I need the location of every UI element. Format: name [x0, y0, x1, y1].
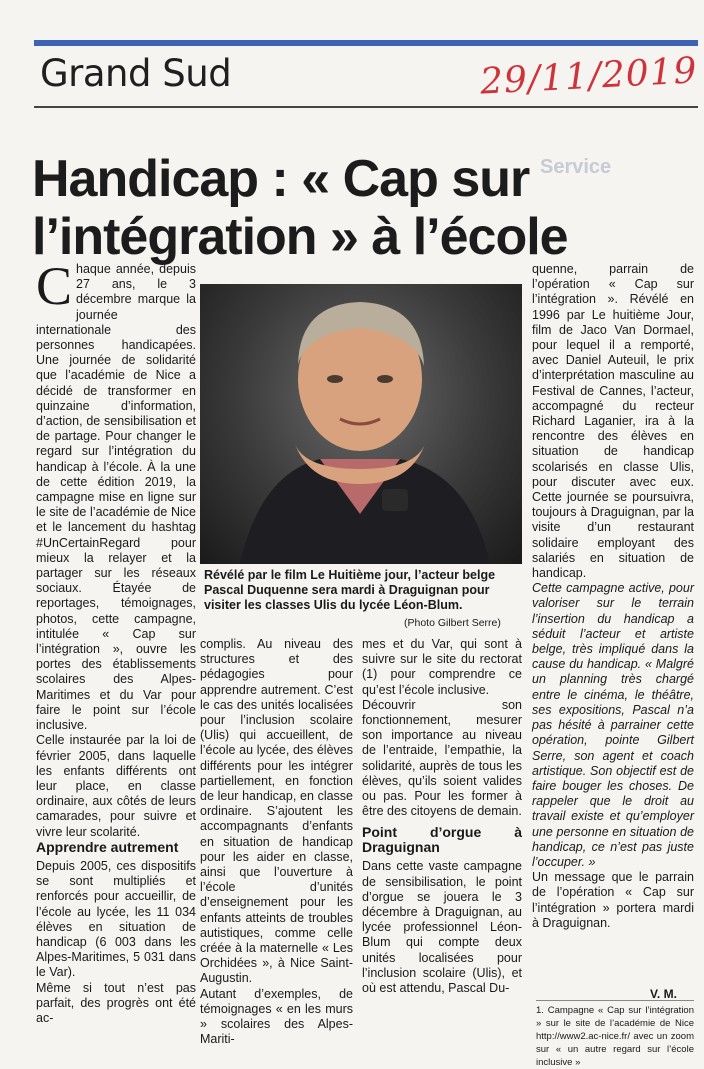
subhead-apprendre: Apprendre autrement: [36, 839, 179, 855]
col3-text: mes et du Var, qui sont à suivre sur le site du rectorat (1) pour comprendre ce qu’est l’école inclusive.: [362, 637, 522, 697]
col1-paragraph-2: Celle instaurée par la loi de février 2005, dans laquelle les enfants différents ont leur place, en classe ordinaire, aux côtés de leurs camarades, pour suivre et vivre leur scolarité.: [36, 733, 196, 839]
col2-paragraph-2: Autant d’exemples, de témoignages « en les murs » scolaires des Alpes-Mariti-: [200, 986, 353, 1047]
bleed-through-text: Service: [540, 156, 612, 178]
col3-paragraph-3: Dans cette vaste campagne de sensibilisation, le point d’orgue se jouera le 3 décembre à Draguignan, au lycée professionnel Léon-Blum qui compte deux unités localisées pour l’inclusion scolaire (Ulis), et où est attendu, Pascal Du-: [362, 859, 522, 996]
col1-text: haque année, depuis 27 ans, le 3 décembre marque la journée internationale des personnes handicapées. Une journée de solidarité que l’académie de Nice a décidé de transformer en quinzaine d’information, d’action, de sensibilisation et de partage. Pour changer le regard sur l’intégration du handicap à l’école. À la une de cette édition 2019, la campagne mise en ligne sur le site de l’académie de Nice et le lancement du hashtag #UnCertainRegard pour mieux la relayer et la partager sur les réseaux sociaux. Étayée de reportages, témoignages, photos, cette campagne, intitulée « Cap sur l’intégration », ouvre les portes des établissements scolaires des Alpes-Maritimes et du Var pour faire le point sur l’école inclusive.: [36, 262, 196, 733]
section-rule: [34, 106, 698, 108]
col1-paragraph-3: Depuis 2005, ces dispositifs se sont multipliés et renforcés pour accueillir, de l’école au lycée, les 11 034 élèves en situation de handicap (6 003 dans les Alpes-Maritimes, 5 031 dans le Var).: [36, 859, 196, 980]
headline-line-2: l’intégration » à l’école: [32, 208, 568, 266]
col4-paragraph-2: Cette campagne active, pour valoriser sur le terrain l’insertion du handicap a séduit l’acteur et artiste belge, très impliqué dans la cause du handicap. « Malgré un planning très chargé entre le cinéma, le théâtre, ses expositions, Pascal n’a pas hésité à parrainer cette opération, pointe Gilbert Serre, son agent et coach artistique. Son objectif est de faire bouger les choses. De rappeler que le droit au travail existe et qu’employer une personne en situation de handicap, ce n’est pas juste l’occuper. »: [532, 581, 694, 869]
column-3: [362, 637, 522, 996]
headline-line-1: Handicap : « Cap sur: [32, 150, 530, 208]
col3-paragraph-2: Découvrir son fonctionnement, mesurer son importance au niveau de l’entraide, l’empathie, la solidarité, auprès de tous les élèves, qu’ils soient valides ou pas. Pour les former à être des citoyens de demain.: [362, 697, 522, 819]
col1-paragraph-4: Même si tout n’est pas parfait, des progrès ont été ac-: [36, 980, 196, 1026]
column-1: [36, 256, 196, 840]
col4-paragraph-3: Un message que le parrain de l’opération « Cap sur l’intégration » portera mardi à Draguignan.: [532, 870, 694, 930]
portrait-illustration: [200, 284, 522, 564]
section-title: Grand Sud: [40, 52, 232, 95]
column-1-bottom: [36, 834, 196, 1026]
col2-text: complis. Au niveau des structures et des pédagogies pour apprendre autrement. C’est le cas des unités localisées pour l’inclusion scolaire (Ulis) qui accueillent, de l’école au lycée, des élèves différents pour les intégrer partiellement, en fonction de leur handicap, en classe ordinaire. S’ajoutent les accompagnants d’enfants en situation de handicap pour les aider en classe, ainsi que l’ouverture à l’école d’unités d’enseignement pour les enfants atteints de troubles autistiques, comme celle créée à la maternelle « Les Orchidées », à Nice Saint-Augustin.: [200, 637, 353, 986]
handwritten-date: 29/11/2019: [479, 50, 699, 103]
column-4: [532, 262, 694, 931]
headline: [32, 150, 672, 266]
author-signature: V. M.: [650, 987, 677, 1001]
col4-text: quenne, parrain de l’opération « Cap sur l’intégration ». Révélé en 1996 par Le huitième Jour, film de Jaco Van Dormael, pour lequel il a remporté, avec Daniel Auteuil, le prix d’interprétation masculine au Festival de Cannes, l’acteur, accompagné du recteur Richard Laganier, ira à la rencontre des élèves en situation de handicap scolarisés en classe Ulis, pour discuter avec eux. Cette journée se poursuivra, toujours à Draguignan, par la visite d’un restaurant solidaire employant des salariés en situation de handicap.: [532, 262, 694, 581]
column-2: [200, 637, 353, 1047]
photo-caption: Révélé par le film Le Huitième jour, l’acteur belge Pascal Duquenne sera mardi à Draguignan pour visiter les classes Ulis du lycée Léon-Blum.: [204, 568, 496, 612]
drop-cap: C: [36, 256, 73, 316]
subhead-point-orgue: Point d’orgue à Draguignan: [362, 824, 522, 856]
top-rule: [34, 40, 698, 46]
portrait-photo: [200, 284, 522, 564]
photo-credit: (Photo Gilbert Serre): [404, 617, 501, 629]
footnote: 1. Campagne « Cap sur l’intégration » sur le site de l’académie de Nice http://www2.ac-nice.fr/ avec un zoom sur « un autre regard sur l’école inclusive »: [536, 1000, 694, 1069]
